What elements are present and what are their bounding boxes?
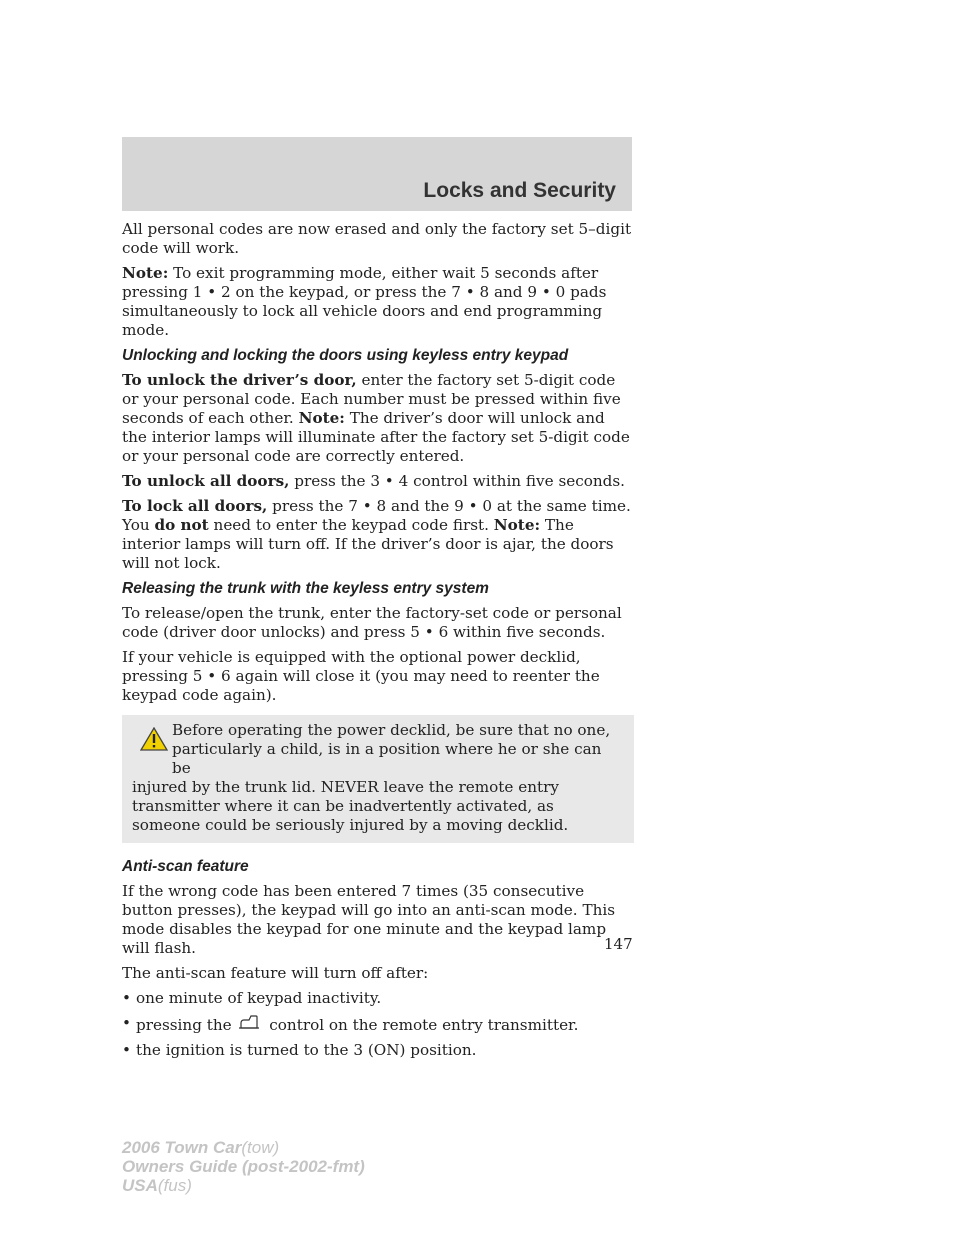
page-number: 147 [604, 935, 633, 953]
list-item [122, 989, 634, 1008]
footer-guide: Owners Guide (post-2002-fmt) [122, 1157, 365, 1176]
footer-code: (tow) [241, 1138, 280, 1157]
trunk-release-icon [238, 1014, 260, 1032]
warning-box [122, 715, 634, 843]
list-item-text-part: pressing the [136, 1016, 232, 1034]
list-item [122, 1014, 634, 1035]
paragraph-text: enter the factory set 5-digit code or your personal code. Each number must be pressed within five seconds of each other. [122, 371, 621, 427]
footer-line [122, 1138, 365, 1157]
bullet-dot: • [122, 1014, 131, 1032]
paragraph [122, 497, 634, 573]
footer-code: (fus) [157, 1176, 192, 1195]
warning-triangle-icon [140, 727, 168, 751]
paragraph-text: To exit programming mode, either wait 5 seconds after pressing 1 • 2 on the keypad, or press the 7 • 8 and 9 • 0 pads simultaneously to lock all vehicle doors and end programming mode. [122, 264, 607, 339]
paragraph-text: The interior lamps will turn off. If the driver’s door is ajar, the doors will not lock. [122, 516, 614, 572]
paragraph: All personal codes are now erased and only the factory set 5–digit code will work. [122, 220, 632, 257]
list-item-text [136, 1014, 578, 1035]
paragraph-text: press the 7 • 8 and the 9 • 0 at the same time. You [122, 497, 631, 534]
paragraph [122, 264, 634, 340]
paragraph-text: press the 3 • 4 control within five seconds. [294, 472, 626, 490]
list-item-text: one minute of keypad inactivity. [136, 989, 382, 1007]
list-item-text: the ignition is turned to the 3 (ON) position. [136, 1041, 477, 1059]
section-heading: Releasing the trunk with the keyless entry system [122, 580, 489, 597]
bullet-dot: • [122, 1041, 131, 1059]
footer [122, 1138, 365, 1195]
list-item [122, 1041, 634, 1060]
term-label: To unlock the driver’s door, [122, 371, 357, 389]
note-label: Note: [122, 264, 169, 282]
paragraph: The anti-scan feature will turn off after: [122, 964, 429, 982]
paragraph: To release/open the trunk, enter the factory-set code or personal code (driver door unlocks) and press 5 • 6 within five seconds. [122, 604, 622, 641]
page-content [122, 220, 634, 1066]
term-label: To unlock all doors, [122, 472, 290, 490]
paragraph-text: need to enter the keypad code first. [213, 516, 489, 534]
term-label: To lock all doors, [122, 497, 268, 515]
section-heading: Unlocking and locking the doors using keyless entry keypad [122, 347, 569, 364]
paragraph [122, 371, 634, 466]
section-title: Locks and Security [423, 179, 616, 202]
section-header [122, 137, 632, 211]
footer-line [122, 1157, 365, 1176]
warning-text: Before operating the power decklid, be sure that no one, particularly a child, is in a position where he or she can be [172, 721, 611, 777]
footer-line [122, 1176, 365, 1195]
paragraph: If your vehicle is equipped with the optional power decklid, pressing 5 • 6 again will close it (you may need to reenter the keypad code again). [122, 648, 600, 704]
paragraph [122, 472, 634, 491]
note-label: Note: [298, 409, 345, 427]
warning-text: injured by the trunk lid. NEVER leave the remote entry transmitter where it can be inadvertently activated, as someone could be seriously injured by a moving decklid. [132, 778, 569, 834]
list-item-text-part: control on the remote entry transmitter. [269, 1016, 579, 1034]
footer-market: USA [122, 1176, 158, 1195]
section-heading: Anti-scan feature [122, 858, 249, 875]
paragraph-text: The driver’s door will unlock and the interior lamps will illuminate after the factory set 5-digit code or your personal code are correctly entered. [122, 409, 630, 465]
footer-model: 2006 Town Car [122, 1138, 242, 1157]
paragraph: If the wrong code has been entered 7 times (35 consecutive button presses), the keypad will go into an anti-scan mode. This mode disables the keypad for one minute and the keypad lamp will flash. [122, 882, 616, 957]
bullet-dot: • [122, 989, 131, 1007]
note-label: Note: [493, 516, 541, 534]
emphasis: do not [154, 516, 209, 534]
